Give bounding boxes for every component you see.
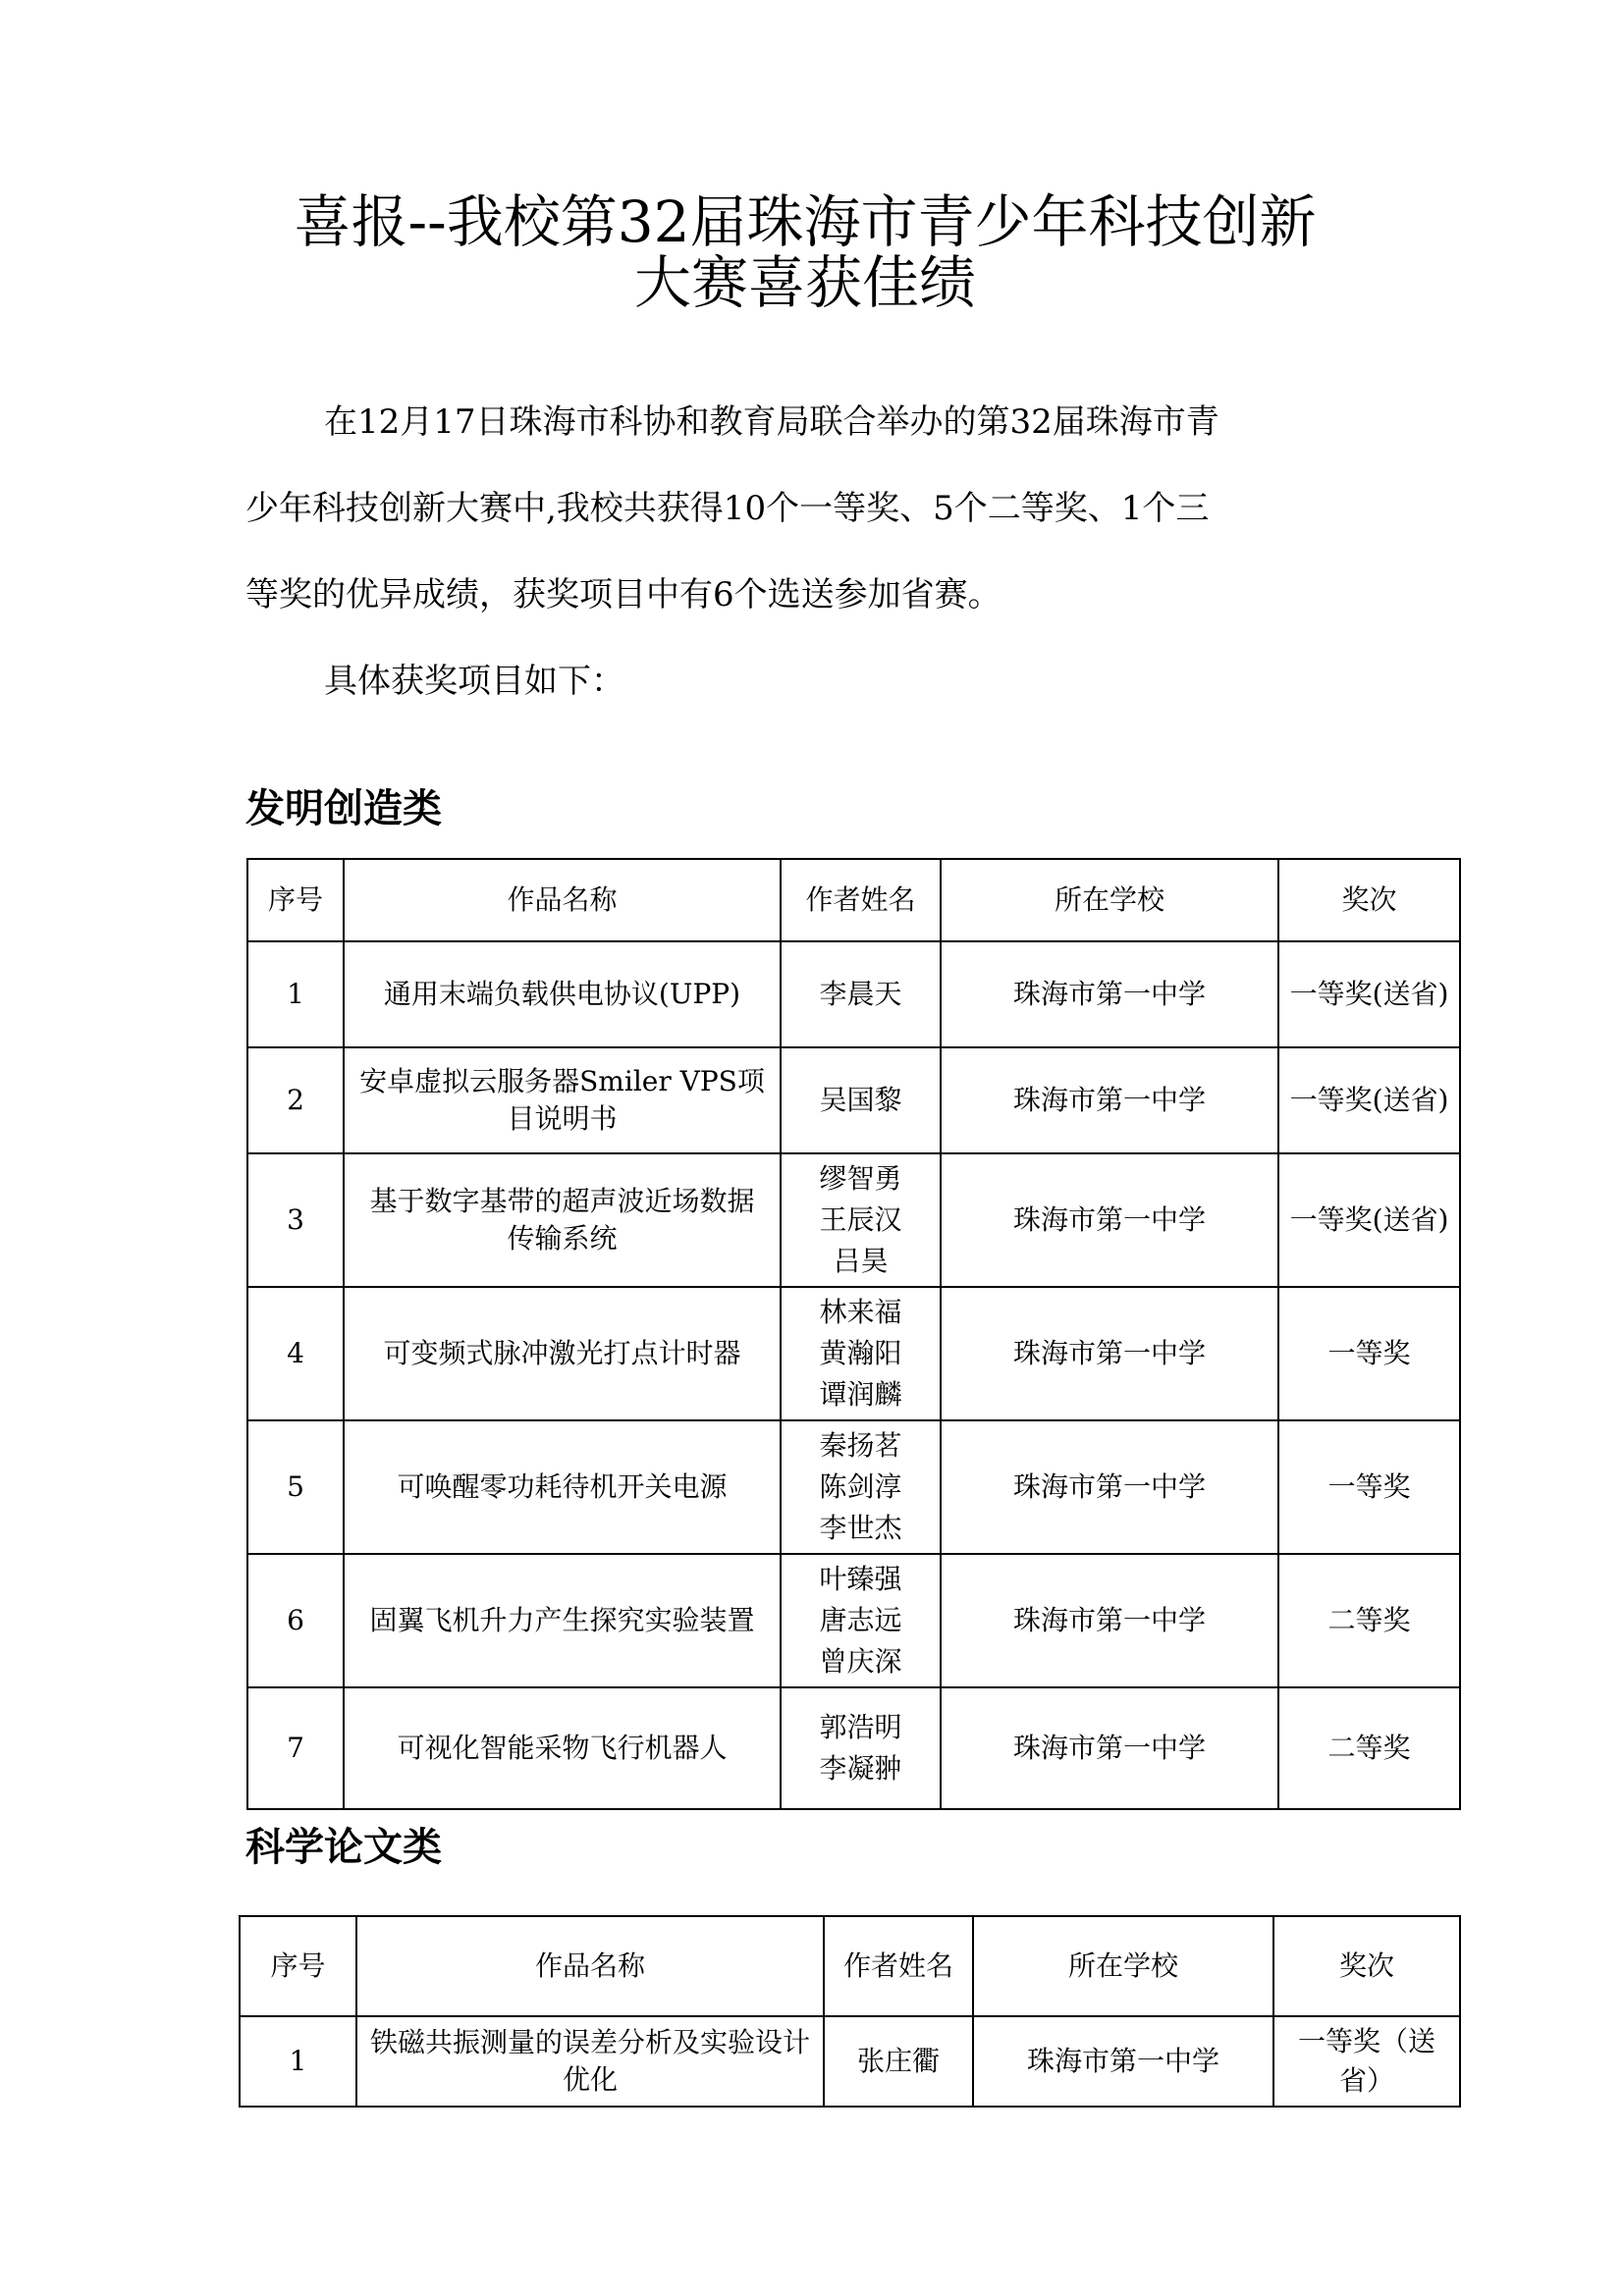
document-title <box>236 188 1375 316</box>
author-name: 林来福 <box>819 1296 902 1328</box>
author-names <box>781 941 941 1047</box>
intro-line-2: 少年科技创新大赛中,我校共获得10个一等奖、5个二等奖、1个三 <box>245 489 1210 528</box>
school-name: 珠海市第一中学 <box>941 1287 1278 1420</box>
author-names <box>781 1153 941 1287</box>
author-name: 李世杰 <box>819 1512 902 1544</box>
header-author: 作者姓名 <box>781 859 941 941</box>
award-level: 一等奖(送省) <box>1278 1153 1460 1287</box>
award-level: 一等奖 <box>1278 1287 1460 1420</box>
row-index: 5 <box>247 1420 344 1554</box>
award-level: 二等奖 <box>1278 1687 1460 1809</box>
work-title-line: 目说明书 <box>507 1102 618 1135</box>
work-title-line: 安卓虚拟云服务器Smiler VPS项 <box>359 1065 765 1097</box>
school-name: 珠海市第一中学 <box>973 2016 1273 2107</box>
author-names <box>824 2016 973 2107</box>
table-row <box>247 1153 1460 1287</box>
work-title-line: 传输系统 <box>507 1222 618 1255</box>
header-award: 奖次 <box>1278 859 1460 941</box>
work-title <box>344 1287 781 1420</box>
work-title <box>344 941 781 1047</box>
author-names <box>781 1687 941 1809</box>
table-row <box>247 1687 1460 1809</box>
header-school: 所在学校 <box>973 1916 1273 2016</box>
details-intro: 具体获奖项目如下： <box>324 662 624 701</box>
work-title <box>344 1153 781 1287</box>
section-heading-inventions: 发明创造类 <box>245 786 442 831</box>
work-title <box>344 1420 781 1554</box>
author-name: 唐志远 <box>819 1604 902 1636</box>
row-index: 3 <box>247 1153 344 1287</box>
papers-table <box>239 1915 1461 2108</box>
author-name: 叶臻强 <box>819 1563 902 1595</box>
award-level: 一等奖 <box>1278 1420 1460 1554</box>
row-index: 4 <box>247 1287 344 1420</box>
work-title <box>344 1554 781 1687</box>
row-index: 1 <box>247 941 344 1047</box>
school-name: 珠海市第一中学 <box>941 1153 1278 1287</box>
school-name: 珠海市第一中学 <box>941 1047 1278 1153</box>
author-name: 张庄衢 <box>856 2045 940 2077</box>
author-name: 陈剑淳 <box>819 1470 902 1503</box>
table-row <box>247 1420 1460 1554</box>
intro-line-3: 等奖的优异成绩，获奖项目中有6个选送参加省赛。 <box>245 575 1001 614</box>
row-index: 2 <box>247 1047 344 1153</box>
intro-line-1: 在12月17日珠海市科协和教育局联合举办的第32届珠海市青 <box>324 402 1219 442</box>
author-name: 李凝翀 <box>819 1752 902 1785</box>
work-title-line: 基于数字基带的超声波近场数据 <box>369 1185 755 1217</box>
school-name: 珠海市第一中学 <box>941 1554 1278 1687</box>
author-names <box>781 1047 941 1153</box>
header-index: 序号 <box>240 1916 356 2016</box>
work-title <box>344 1047 781 1153</box>
school-name: 珠海市第一中学 <box>941 941 1278 1047</box>
school-name: 珠海市第一中学 <box>941 1420 1278 1554</box>
table-header-row <box>247 859 1460 941</box>
author-name: 郭浩明 <box>819 1711 902 1743</box>
award-level: 一等奖(送省) <box>1278 1047 1460 1153</box>
table-row <box>247 941 1460 1047</box>
header-work: 作品名称 <box>344 859 781 941</box>
author-names <box>781 1420 941 1554</box>
author-name: 黄瀚阳 <box>819 1337 902 1369</box>
work-title-line: 固翼飞机升力产生探究实验装置 <box>369 1604 755 1636</box>
work-title-line: 可变频式脉冲激光打点计时器 <box>383 1337 741 1369</box>
table-row <box>240 2016 1460 2107</box>
author-name: 缪智勇 <box>819 1162 902 1195</box>
author-names <box>781 1554 941 1687</box>
school-name: 珠海市第一中学 <box>941 1687 1278 1809</box>
author-names <box>781 1287 941 1420</box>
table-header-row <box>240 1916 1460 2016</box>
author-name: 秦扬茗 <box>819 1429 902 1462</box>
row-index: 6 <box>247 1554 344 1687</box>
work-title-line: 可唤醒零功耗待机开关电源 <box>397 1470 728 1503</box>
award-level: 二等奖 <box>1278 1554 1460 1687</box>
row-index: 7 <box>247 1687 344 1809</box>
author-name: 吕昊 <box>833 1245 889 1277</box>
author-name: 谭润麟 <box>819 1378 902 1411</box>
author-name: 曾庆深 <box>819 1645 902 1678</box>
table-row <box>247 1047 1460 1153</box>
header-index: 序号 <box>247 859 344 941</box>
row-index: 1 <box>240 2016 356 2107</box>
work-title <box>356 2016 824 2107</box>
title-line-2: 大赛喜获佳绩 <box>633 249 976 316</box>
author-name: 吴国黎 <box>819 1084 902 1116</box>
section-heading-papers: 科学论文类 <box>245 1825 442 1870</box>
inventions-table <box>246 858 1461 1810</box>
author-name: 王辰汉 <box>819 1203 902 1236</box>
table-row <box>247 1287 1460 1420</box>
award-level: 一等奖(送省) <box>1278 941 1460 1047</box>
header-school: 所在学校 <box>941 859 1278 941</box>
work-title-line: 优化 <box>562 2063 618 2096</box>
award-level: 一等奖（送省） <box>1273 2016 1460 2107</box>
work-title <box>344 1687 781 1809</box>
table-row <box>247 1554 1460 1687</box>
header-award: 奖次 <box>1273 1916 1460 2016</box>
author-name: 李晨天 <box>819 978 902 1010</box>
header-work: 作品名称 <box>356 1916 824 2016</box>
work-title-line: 可视化智能采物飞行机器人 <box>397 1732 728 1764</box>
work-title-line: 通用末端负载供电协议(UPP) <box>383 978 741 1010</box>
title-line-1: 喜报--我校第32届珠海市青少年科技创新 <box>294 188 1317 255</box>
header-author: 作者姓名 <box>824 1916 973 2016</box>
work-title-line: 铁磁共振测量的误差分析及实验设计 <box>369 2026 810 2058</box>
